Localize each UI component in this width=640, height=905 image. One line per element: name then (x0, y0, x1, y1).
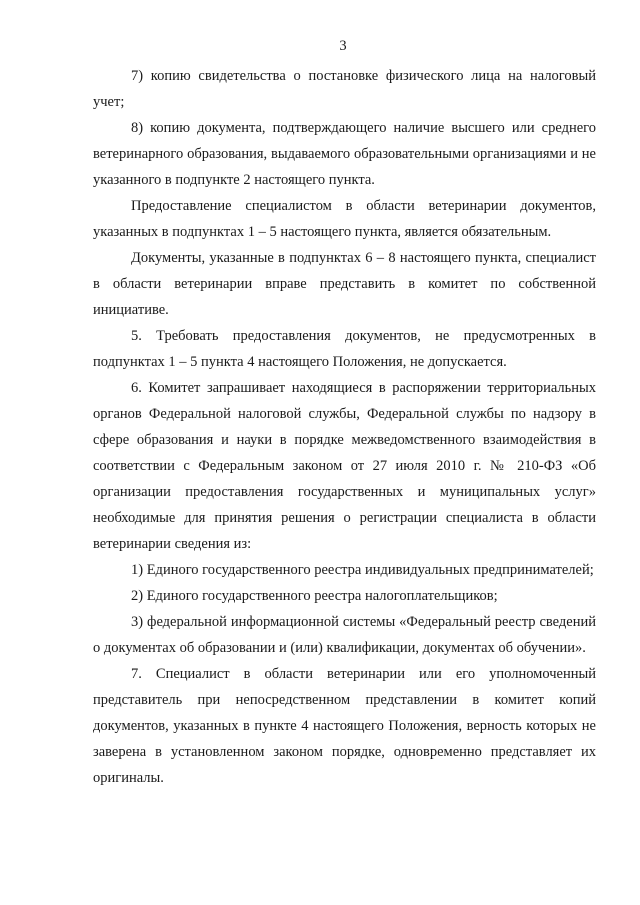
page-number: 3 (339, 38, 347, 54)
paragraph-point-7: 7. Специалист в области ветеринарии или его уполномоченный представитель при непосредственном представлении в комитет копий документов, указанных в пункте 4 настоящего Положения, верность которых не заверена в установленном законом порядке, одновременно представляет их оригиналы. (93, 666, 596, 786)
paragraph-subitem-1: 1) Единого государственного реестра индивидуальных предпринимателей; (131, 562, 594, 578)
paragraph-item-7: 7) копию свидетельства о постановке физического лица на налоговый учет; (93, 68, 596, 110)
paragraph-optional-documents: Документы, указанные в подпунктах 6 – 8 настоящего пункта, специалист в области ветеринарии вправе представить в комитет по собственной инициативе. (93, 250, 596, 318)
document-body (93, 63, 596, 791)
paragraph-mandatory-documents: Предоставление специалистом в области ветеринарии документов, указанных в подпунктах 1 – 5 настоящего пункта, является обязательным. (93, 198, 596, 240)
paragraph-point-6: 6. Комитет запрашивает находящиеся в распоряжении территориальных органов Федеральной налоговой службы, Федеральной службы по надзору в сфере образования и науки в порядке межведомственного взаимодействия в соответствии с Федеральным законом от 27 июля 2010 г. № 210-ФЗ «Об организации предоставления государственных и муниципальных услуг» необходимые для принятия решения о регистрации специалиста в области ветеринарии сведения из: (93, 380, 596, 552)
paragraph-item-8: 8) копию документа, подтверждающего наличие высшего или среднего ветеринарного образования, выдаваемого образовательными организациями и не указанного в подпункте 2 настоящего пункта. (93, 120, 596, 188)
paragraph-subitem-3: 3) федеральной информационной системы «Федеральный реестр сведений о документах об образовании и (или) квалификации, документах об обучении». (93, 614, 596, 656)
paragraph-subitem-2: 2) Единого государственного реестра налогоплательщиков; (131, 588, 498, 604)
paragraph-point-5: 5. Требовать предоставления документов, не предусмотренных в подпунктах 1 – 5 пункта 4 настоящего Положения, не допускается. (93, 328, 596, 370)
